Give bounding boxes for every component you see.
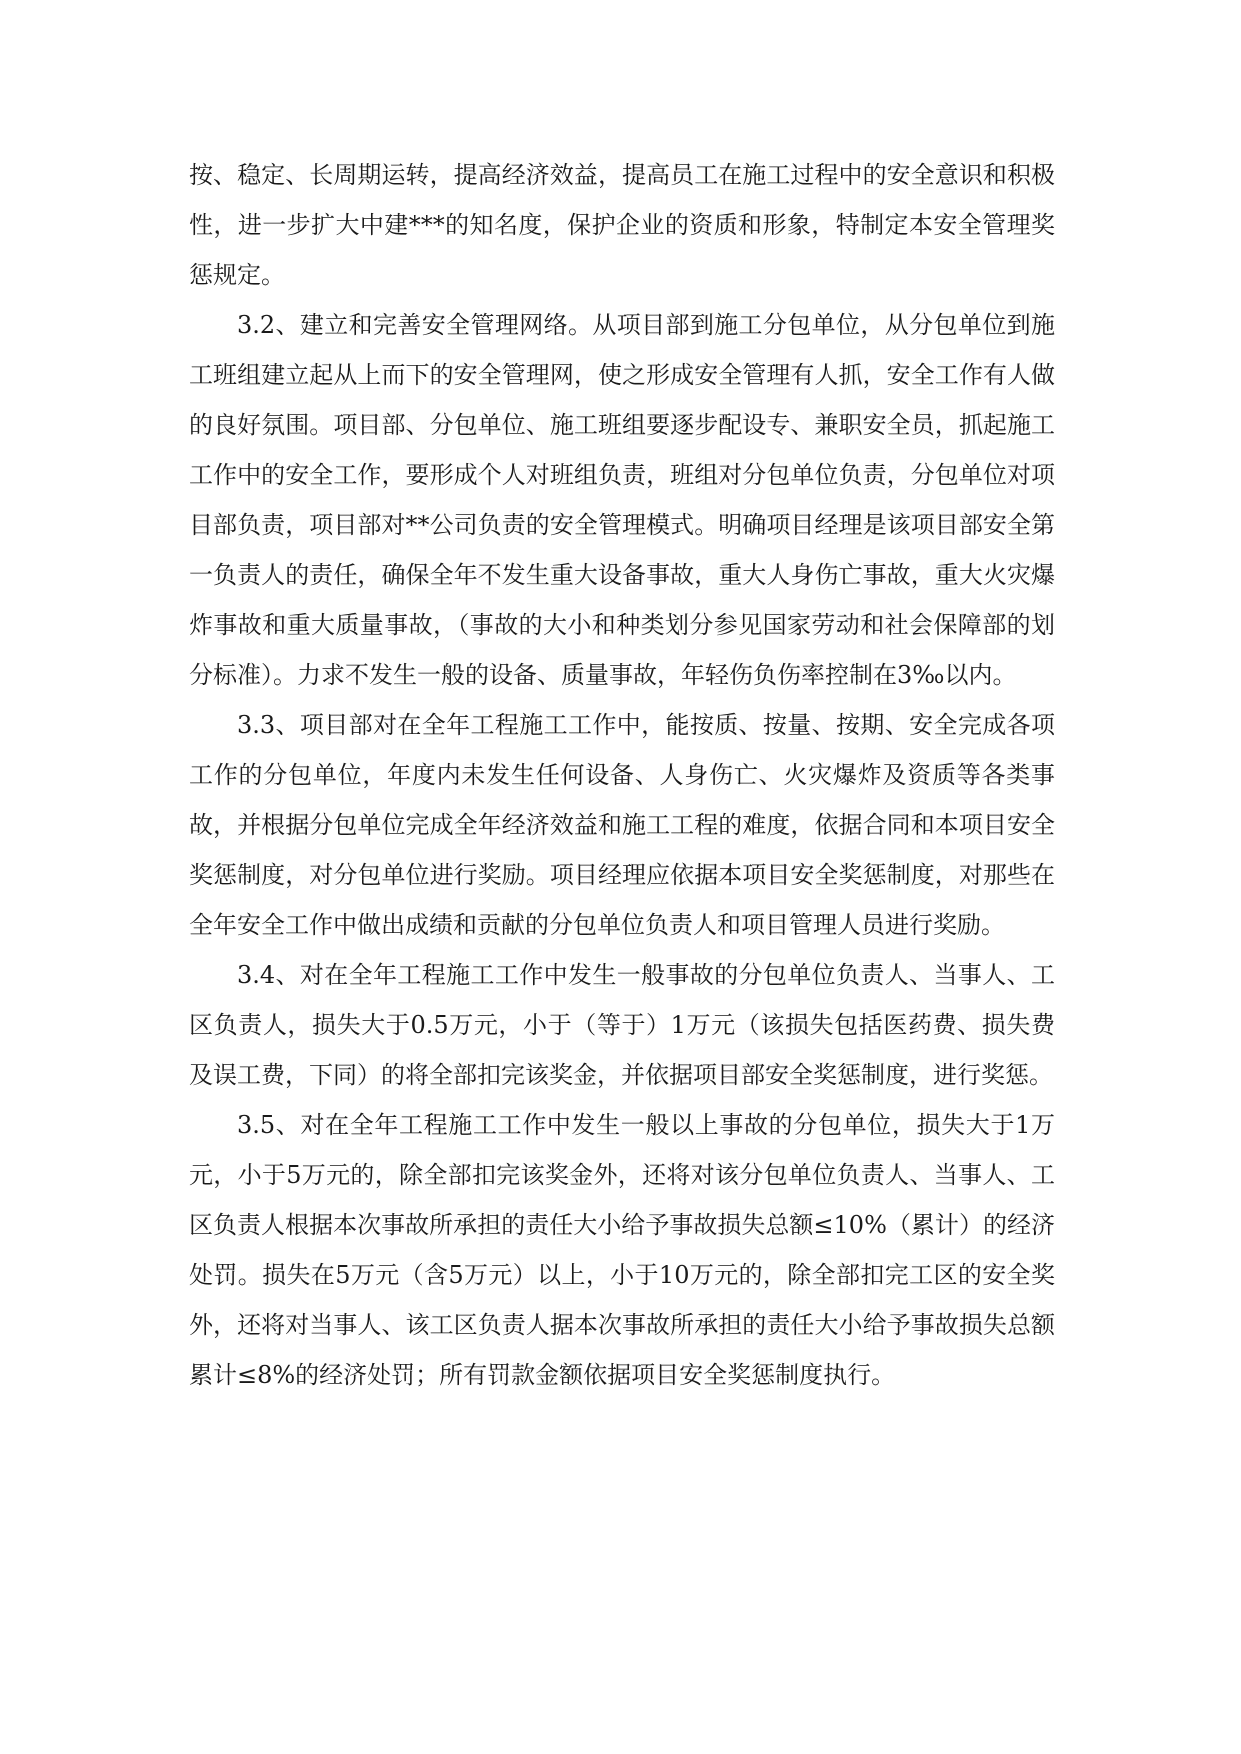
- paragraph-section-3-3: 3.3、项目部对在全年工程施工工作中，能按质、按量、按期、安全完成各项工作的分包单位，年度内未发生任何设备、人身伤亡、火灾爆炸及资质等各类事故，并根据分包单位完成全年经济效益和施工工程的难度，依据合同和本项目安全奖惩制度，对分包单位进行奖励。项目经理应依据本项目安全奖惩制度，对那些在全年安全工作中做出成绩和贡献的分包单位负责人和项目管理人员进行奖励。: [189, 711, 1055, 939]
- paragraph-section-3-2: 3.2、建立和完善安全管理网络。从项目部到施工分包单位，从分包单位到施工班组建立起从上而下的安全管理网，使之形成安全管理有人抓，安全工作有人做的良好氛围。项目部、分包单位、施工班组要逐步配设专、兼职安全员，抓起施工工作中的安全工作，要形成个人对班组负责，班组对分包单位负责，分包单位对项目部负责，项目部对**公司负责的安全管理模式。明确项目经理是该项目部安全第一负责人的责任，确保全年不发生重大设备事故，重大人身伤亡事故，重大火灾爆炸事故和重大质量事故，（事故的大小和种类划分参见国家劳动和社会保障部的划分标准）。力求不发生一般的设备、质量事故，年轻伤负伤率控制在3‰以内。: [189, 311, 1055, 689]
- paragraph-section-3-5: 3.5、对在全年工程施工工作中发生一般以上事故的分包单位，损失大于1万元，小于5万元的，除全部扣完该奖金外，还将对该分包单位负责人、当事人、工区负责人根据本次事故所承担的责任大小给予事故损失总额≤10%（累计）的经济处罚。损失在5万元（含5万元）以上，小于10万元的，除全部扣完工区的安全奖外，还将对当事人、该工区负责人据本次事故所承担的责任大小给予事故损失总额累计≤8%的经济处罚；所有罚款金额依据项目安全奖惩制度执行。: [189, 1111, 1055, 1389]
- paragraph-intro-continuation: 按、稳定、长周期运转，提高经济效益，提高员工在施工过程中的安全意识和积极性，进一步扩大中建***的知名度，保护企业的资质和形象，特制定本安全管理奖惩规定。: [189, 161, 1055, 289]
- paragraph-section-3-4: 3.4、对在全年工程施工工作中发生一般事故的分包单位负责人、当事人、工区负责人，损失大于0.5万元，小于（等于）1万元（该损失包括医药费、损失费及误工费，下同）的将全部扣完该奖金，并依据项目部安全奖惩制度，进行奖惩。: [189, 961, 1055, 1089]
- document-body: [189, 150, 1055, 1400]
